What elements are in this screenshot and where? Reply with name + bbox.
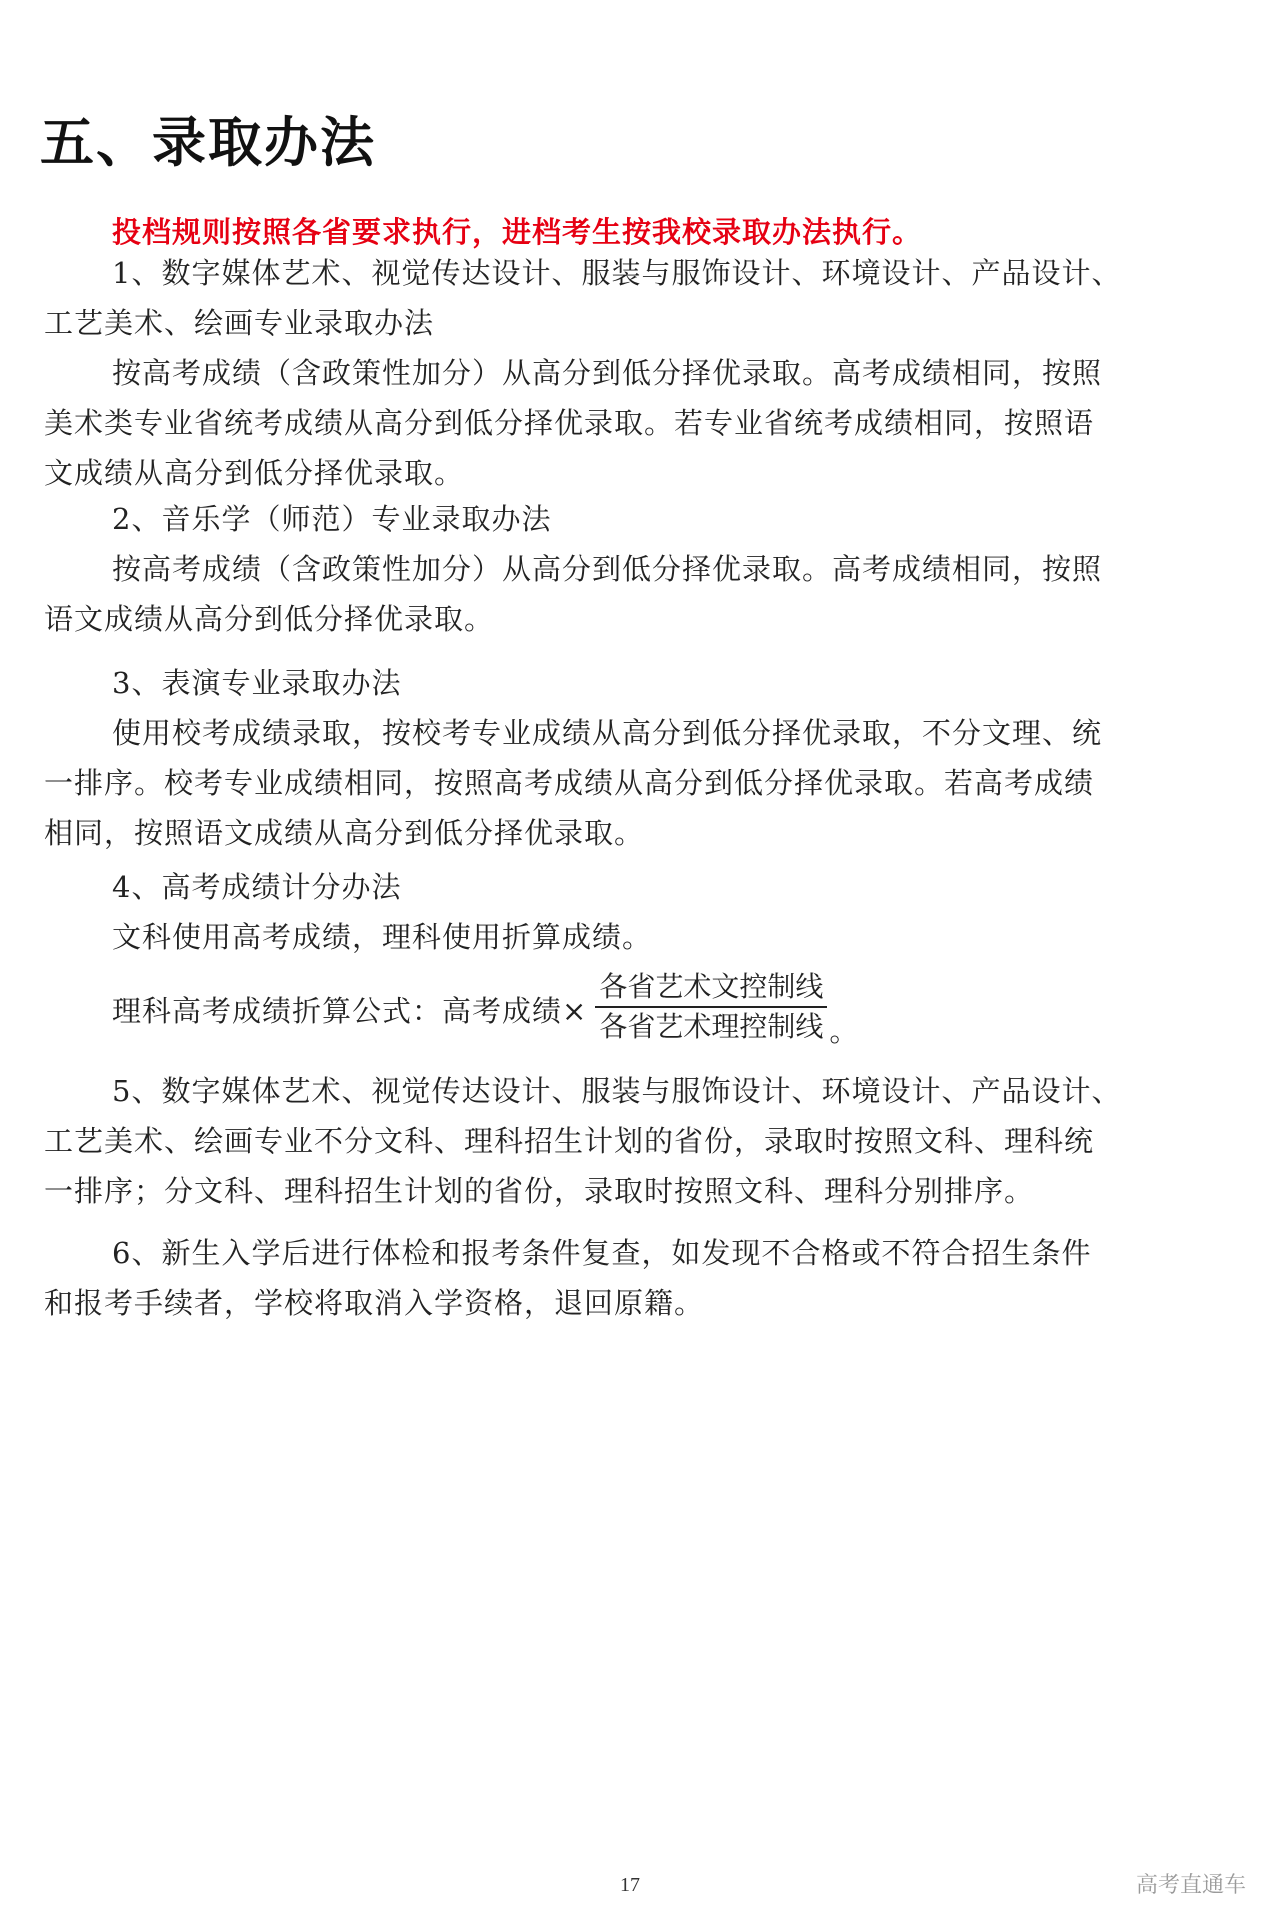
page-number: 17 (620, 1874, 640, 1896)
rule-4-body-line-1: 文科使用高考成绩，理科使用折算成绩。 (112, 920, 653, 954)
rule-2-heading: 2、音乐学（师范）专业录取办法 (112, 502, 552, 536)
rule-1-body-line-2: 美术类专业省统考成绩从高分到低分择优录取。若专业省统考成绩相同，按照语 (44, 406, 1095, 440)
rule-3-heading: 3、表演专业录取办法 (112, 666, 402, 700)
rule-1-heading-line-1: 1、数字媒体艺术、视觉传达设计、服装与服饰设计、环境设计、产品设计、 (112, 256, 1122, 290)
section-title: 五、录取办法 (40, 111, 376, 174)
rule-section-4 (44, 862, 1240, 1046)
rule-1-heading-line-2: 工艺美术、绘画专业录取办法 (44, 306, 435, 340)
rule-5-line-3: 一排序；分文科、理科招生计划的省份，录取时按照文科、理科分别排序。 (44, 1174, 1035, 1208)
rule-1-body-line-3: 文成绩从高分到低分择优录取。 (44, 456, 465, 490)
rule-section-3 (44, 658, 1240, 858)
rule-3-body-line-3: 相同，按照语文成绩从高分到低分择优录取。 (44, 816, 645, 850)
rule-1-body-line-1: 按高考成绩（含政策性加分）从高分到低分择优录取。高考成绩相同，按照 (112, 356, 1103, 390)
rule-section-2 (44, 494, 1240, 644)
admission-notice: 投档规则按照各省要求执行，进档考生按我校录取办法执行。 (112, 215, 923, 249)
rule-4-heading: 4、高考成绩计分办法 (112, 870, 402, 904)
rule-3-body-line-2: 一排序。校考专业成绩相同，按照高考成绩从高分到低分择优录取。若高考成绩 (44, 766, 1095, 800)
rule-6-line-2: 和报考手续者，学校将取消入学资格，退回原籍。 (44, 1286, 705, 1320)
rule-2-body-line-1: 按高考成绩（含政策性加分）从高分到低分择优录取。高考成绩相同，按照 (112, 552, 1103, 586)
formula-lead-text: 理科高考成绩折算公式：高考成绩× (112, 994, 588, 1028)
rule-5-line-1: 5、数字媒体艺术、视觉传达设计、服装与服饰设计、环境设计、产品设计、 (112, 1074, 1122, 1108)
rule-6-line-1: 6、新生入学后进行体检和报考条件复查，如发现不合格或不符合招生条件 (112, 1236, 1092, 1270)
rule-5-line-2: 工艺美术、绘画专业不分文科、理科招生计划的省份，录取时按照文科、理科统 (44, 1124, 1095, 1158)
conversion-formula (44, 962, 1240, 1046)
rule-section-1 (44, 248, 1240, 498)
formula-end-mark: 。 (829, 1014, 859, 1048)
rule-section-6 (44, 1228, 1240, 1328)
rule-2-body-line-2: 语文成绩从高分到低分择优录取。 (44, 602, 495, 636)
formula-fraction (595, 968, 827, 1046)
rule-section-5 (44, 1066, 1240, 1216)
formula-denominator: 各省艺术理控制线 (599, 1010, 824, 1043)
watermark-text: 高考直通车 (1135, 1873, 1246, 1898)
formula-numerator: 各省艺术文控制线 (599, 970, 824, 1003)
rule-3-body-line-1: 使用校考成绩录取，按校考专业成绩从高分到低分择优录取，不分文理、统 (112, 716, 1103, 750)
